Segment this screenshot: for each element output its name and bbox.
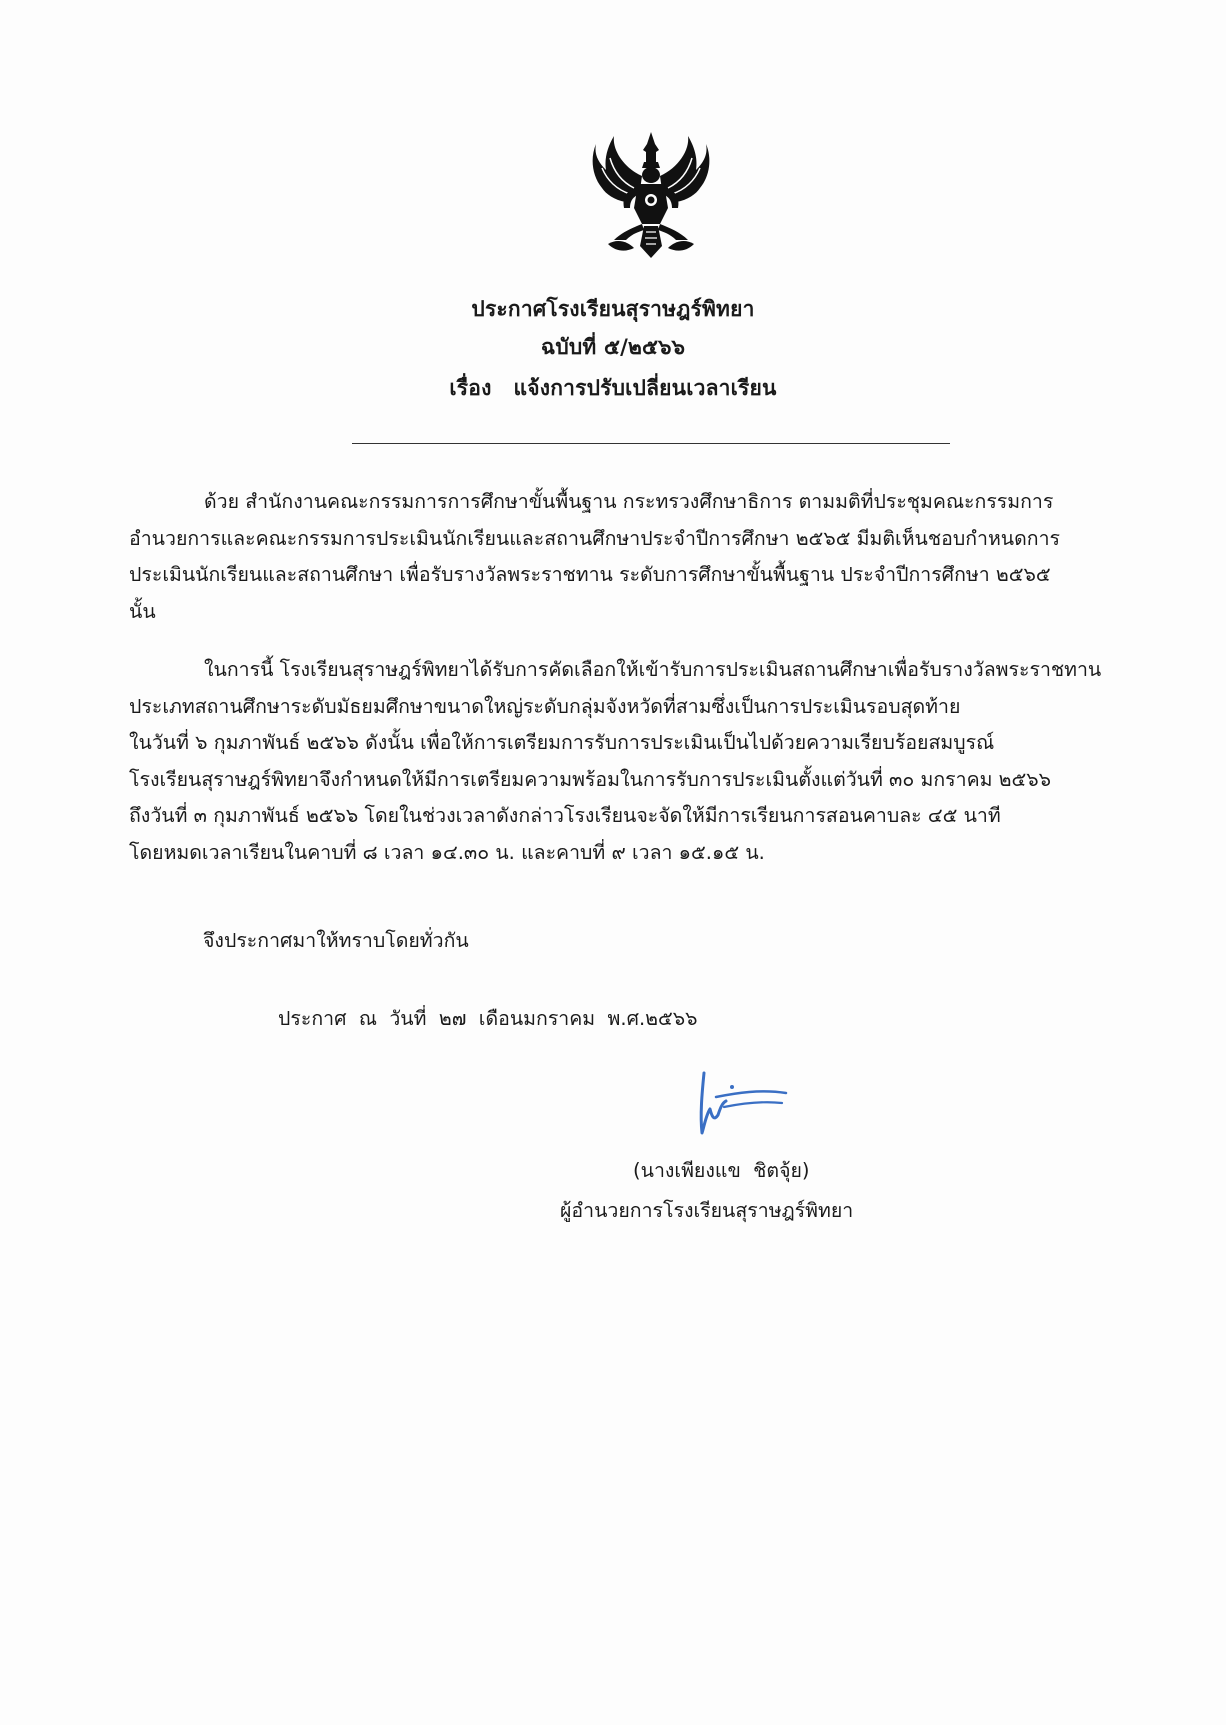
paragraph-line: นั้น xyxy=(129,599,156,623)
subject-text: แจ้งการปรับเปลี่ยนเวลาเรียน xyxy=(513,376,777,400)
paragraph-line: อำนวยการและคณะกรรมการประเมินนักเรียนและสถานศึกษาประจำปีการศึกษา ๒๕๖๕ มีมติเห็นชอบกำหนดการ xyxy=(129,526,1061,550)
paragraph-line: โดยหมดเวลาเรียนในคาบที่ ๘ เวลา ๑๔.๓๐ น. และคาบที่ ๙ เวลา ๑๕.๑๕ น. xyxy=(129,840,765,864)
header-divider xyxy=(352,443,950,444)
announcement-number: ฉบับที่ ๕/๒๕๖๖ xyxy=(540,335,686,359)
garuda-emblem-icon xyxy=(584,128,719,263)
handwritten-signature xyxy=(686,1063,796,1143)
paragraph-line: ประเมินนักเรียนและสถานศึกษา เพื่อรับรางวัลพระราชทาน ระดับการศึกษาขั้นพื้นฐาน ประจำปีการศึกษา ๒๕๖๕ xyxy=(129,563,1051,586)
signer-name: (นางเพียงแข ชิตจุ้ย) xyxy=(633,1159,810,1182)
closing-statement: จึงประกาศมาให้ทราบโดยทั่วกัน xyxy=(203,929,469,952)
paragraph-line: ถึงวันที่ ๓ กุมภาพันธ์ ๒๕๖๖ โดยในช่วงเวลาดังกล่าวโรงเรียนจะจัดให้มีการเรียนการสอนคาบละ ๔๕ นาที xyxy=(129,804,1001,827)
announcement-title: ประกาศโรงเรียนสุราษฎร์พิทยา xyxy=(471,297,755,321)
paragraph-line: ประเภทสถานศึกษาระดับมัธยมศึกษาขนาดใหญ่ระดับกลุ่มจังหวัดที่สามซึ่งเป็นการประเมินรอบสุดท้าย xyxy=(129,694,961,718)
announcement-date: ประกาศ ณ วันที่ ๒๗ เดือนมกราคม พ.ศ.๒๕๖๖ xyxy=(278,1007,698,1030)
paragraph-background xyxy=(129,484,1169,630)
paragraph-line: ด้วย สำนักงานคณะกรรมการการศึกษาขั้นพื้นฐาน กระทรวงศึกษาธิการ ตามมติที่ประชุมคณะกรรมการ xyxy=(204,490,1054,513)
paragraph-line: โรงเรียนสุราษฎร์พิทยาจึงกำหนดให้มีการเตรียมความพร้อมในการรับการประเมินตั้งแต่วันที่ ๓๐ มกราคม ๒๕๖๖ xyxy=(129,767,1052,791)
paragraph-line: ในการนี้ โรงเรียนสุราษฎร์พิทยาได้รับการคัดเลือกให้เข้ารับการประเมินสถานศึกษาเพื่อรับรางวัลพระราชทาน xyxy=(204,658,1102,681)
subject-label: เรื่อง xyxy=(449,376,492,400)
paragraph-details xyxy=(129,652,1169,871)
announcement-subject xyxy=(0,372,1226,405)
paragraph-line: ในวันที่ ๖ กุมภาพันธ์ ๒๕๖๖ ดังนั้น เพื่อให้การเตรียมการรับการประเมินเป็นไปด้วยความเรียบร้อยสมบูรณ์ xyxy=(129,731,995,754)
signer-position: ผู้อำนวยการโรงเรียนสุราษฎร์พิทยา xyxy=(560,1199,854,1222)
